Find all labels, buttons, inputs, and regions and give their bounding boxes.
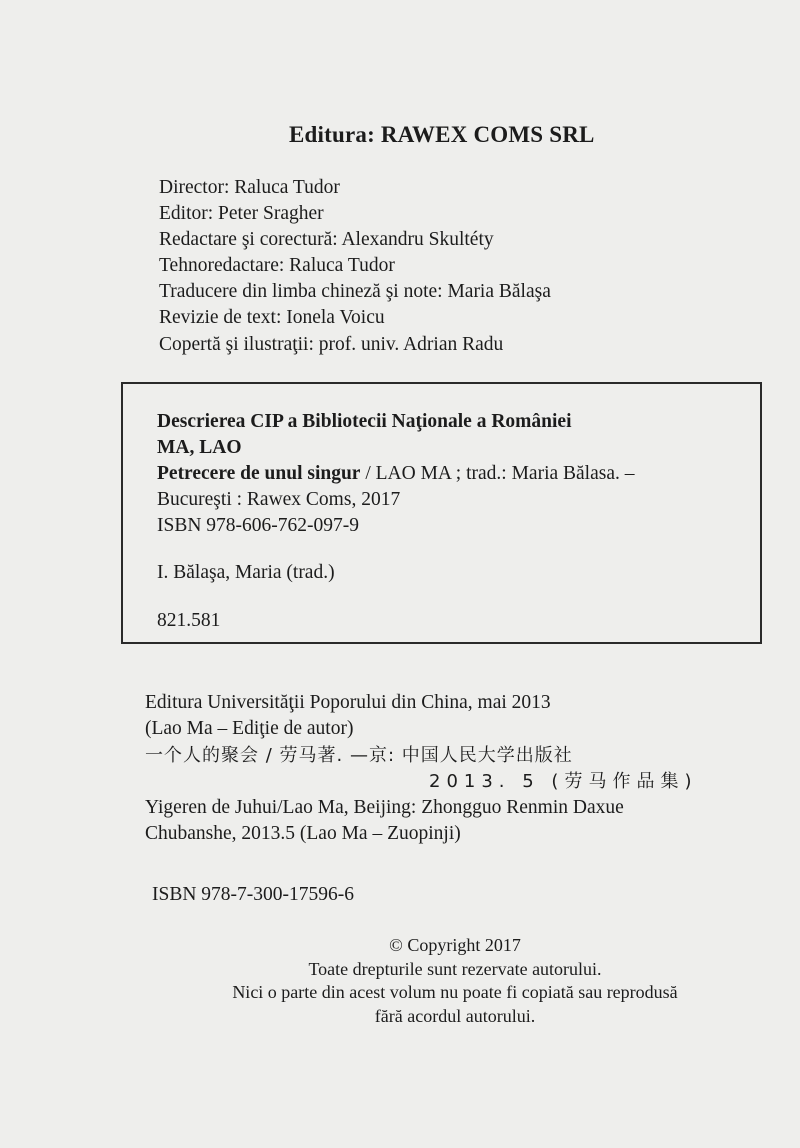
original-edition-note: (Lao Ma – Ediţie de autor) xyxy=(145,718,354,740)
credit-typesetting: Tehnoredactare: Raluca Tudor xyxy=(159,255,395,277)
cip-imprint: Bucureşti : Rawex Coms, 2017 xyxy=(157,489,401,510)
copyright-line: © Copyright 2017 xyxy=(389,935,521,955)
cip-content xyxy=(157,409,635,586)
rights-reserved: Toate drepturile sunt rezervate autorului. xyxy=(308,958,602,979)
credit-revision: Revizie de text: Ionela Voicu xyxy=(159,307,385,329)
credit-director: Director: Raluca Tudor xyxy=(159,177,340,198)
chinese-citation-line1: 一个人的聚会 / 劳马著. —京: 中国人民大学出版社 xyxy=(145,744,573,766)
credit-editor: Editor: Peter Sragher xyxy=(159,203,324,225)
credits-list xyxy=(159,175,551,358)
cip-added-entry: I. Bălaşa, Maria (trad.) xyxy=(157,562,335,583)
copyright-block xyxy=(135,934,775,1028)
cip-record-box xyxy=(121,382,762,644)
cip-classification: 821.581 xyxy=(157,610,221,631)
original-isbn: ISBN 978-7-300-17596-6 xyxy=(152,884,355,905)
chinese-citation-line2: 2013. 5 (劳马作品集) xyxy=(429,770,698,792)
cip-author: MA, LAO xyxy=(157,437,242,458)
cip-isbn: ISBN 978-606-762-097-9 xyxy=(157,515,360,536)
reproduction-notice-end: fără acordul autorului. xyxy=(374,1005,536,1026)
publisher-title: Editura: RAWEX COMS SRL xyxy=(289,122,595,147)
original-edition xyxy=(145,690,697,848)
credit-cover: Copertă şi ilustraţii: prof. univ. Adrian Radu xyxy=(159,333,504,355)
cip-statement: / LAO MA ; trad.: Maria Bălasa. – xyxy=(360,463,635,484)
pinyin-citation-line2: Chubanshe, 2013.5 (Lao Ma – Zuopinji) xyxy=(145,823,461,845)
cip-title-line xyxy=(157,461,635,487)
original-publisher: Editura Universităţii Poporului din China, mai 2013 xyxy=(145,692,551,713)
pinyin-citation-line1: Yigeren de Juhui/Lao Ma, Beijing: Zhongguo Renmin Daxue xyxy=(145,797,624,819)
cip-heading: Descrierea CIP a Bibliotecii Naţionale a României xyxy=(157,411,572,432)
reproduction-notice: Nici o parte din acest volum nu poate fi copiată sau reprodusă xyxy=(232,982,678,1002)
cip-title: Petrecere de unul singur xyxy=(157,463,361,484)
credit-translation: Traducere din limba chineză şi note: Maria Bălaşa xyxy=(159,281,551,303)
credit-proofreading: Redactare şi corectură: Alexandru Skultéty xyxy=(159,229,494,251)
